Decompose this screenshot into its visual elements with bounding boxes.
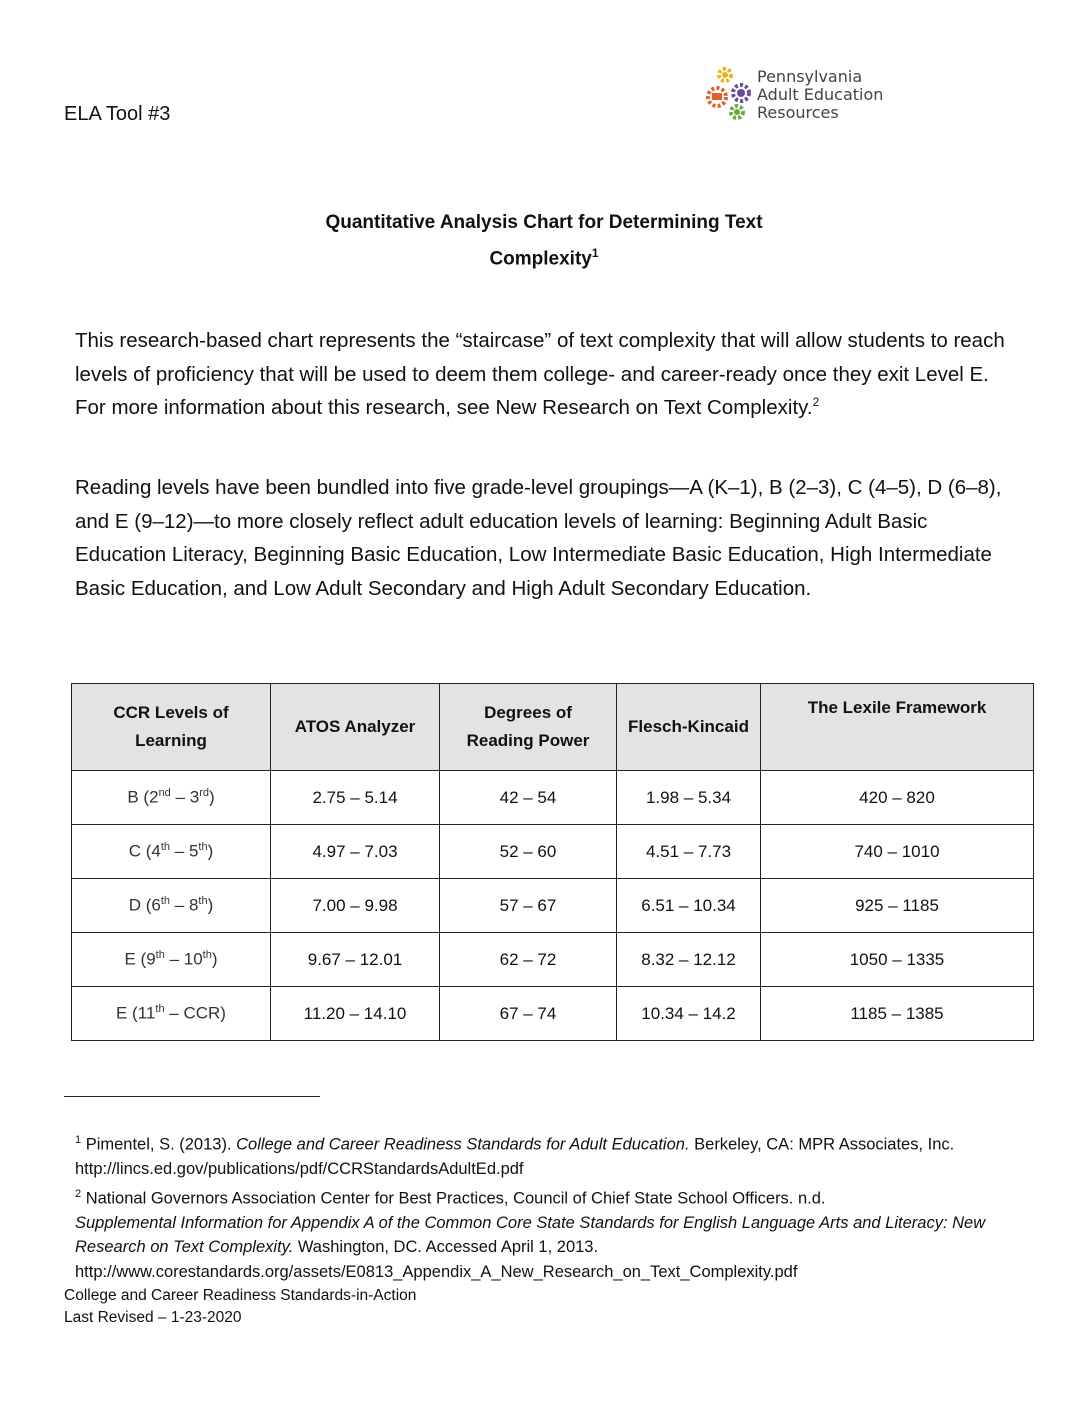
atos-cell: 11.20 – 14.10 xyxy=(271,987,440,1041)
lexile-cell: 1050 – 1335 xyxy=(761,933,1034,987)
lexile-cell: 1185 – 1385 xyxy=(761,987,1034,1041)
table-row xyxy=(72,771,1034,825)
fk-cell: 1.98 – 5.34 xyxy=(617,771,761,825)
fk-cell: 8.32 – 12.12 xyxy=(617,933,761,987)
footnote-2-link[interactable]: http://www.corestandards.org/assets/E0813_Appendix_A_New_Research_on_Text_Complexity.pdf xyxy=(75,1262,798,1281)
fk-cell: 4.51 – 7.73 xyxy=(617,825,761,879)
intro-paragraph: This research-based chart represents the “staircase” of text complexity that will allow students to reach levels of proficiency that will be used to deem them college- and career-ready once they exit Level E. For more information about this research, see New Research on Text Complexity.$^2$ xyxy=(75,329,1005,419)
drp-cell: 57 – 67 xyxy=(440,879,617,933)
footer-line-1: College and Career Readiness Standards-in-Action xyxy=(64,1287,417,1304)
title-line-2: Complexity$^1$ xyxy=(489,246,599,270)
table-row xyxy=(72,933,1034,987)
atos-cell: 2.75 – 5.14 xyxy=(271,771,440,825)
footnote-1-link[interactable]: Berkeley, CA: MPR Associates, Inc. http://lincs.ed.gov/publications/pdf/CCRStandardsAdultEd.pdf xyxy=(75,1135,955,1178)
header-drp: Degrees of Reading Power xyxy=(440,684,617,771)
table-row xyxy=(72,879,1034,933)
title-line-1: Quantitative Analysis Chart for Determining Text xyxy=(325,212,763,233)
footnote-2: $^2$ National Governors Association Center for Best Practices, Council of Chief State School Officers. n.d. Supplemental Information for Appendix A of the Common Core State Standards for English Language Arts and Literacy: New Research on Text Complexity. Washington, DC. Accessed April 1, 2013. http://www.corestandards.org/assets/E0813_Appendix_A_New_Research_on_Text_Complexity.pdf xyxy=(75,1187,986,1281)
drp-cell: 62 – 72 xyxy=(440,933,617,987)
logo-line-1: Pennsylvania xyxy=(757,67,863,86)
title-footnote-ref[interactable]: 1 xyxy=(591,246,599,260)
footnote-separator xyxy=(64,1096,320,1097)
table-row xyxy=(72,825,1034,879)
table-row xyxy=(72,987,1034,1041)
header-ccr-levels: CCR Levels of Learning xyxy=(72,684,271,771)
atos-cell: 9.67 – 12.01 xyxy=(271,933,440,987)
header-atos: ATOS Analyzer xyxy=(271,684,440,771)
header-lexile: The Lexile Framework xyxy=(761,684,1034,771)
grouping-paragraph: Reading levels have been bundled into five grade-level groupings—A (K–1), B (2–3), C (4–5), D (6–8), and E (9–12)—to more closely reflect adult education levels of learning: Beginning Adult Basic Education Literacy, Beginning Basic Education, Low Intermediate Basic Education, High Intermediate Basic Education, and Low Adult Secondary and High Adult Secondary Education. xyxy=(75,476,1002,600)
level-cell: E (9th – 10th) xyxy=(72,933,271,987)
level-cell: C (4th – 5th) xyxy=(72,825,271,879)
footnote-ref-2[interactable]: 2 xyxy=(812,395,820,410)
atos-cell: 7.00 – 9.98 xyxy=(271,879,440,933)
footer-line-2: Last Revised – 1-23-2020 xyxy=(64,1309,242,1326)
footnotes xyxy=(75,1128,1055,1284)
level-cell: E (11th – CCR) xyxy=(72,987,271,1041)
logo-line-2: Adult Education xyxy=(757,85,884,104)
lexile-cell: 925 – 1185 xyxy=(761,879,1034,933)
header-flesch-kincaid: Flesch-Kincaid xyxy=(617,684,761,771)
level-cell: D (6th – 8th) xyxy=(72,879,271,933)
pa-adult-ed-logo xyxy=(703,66,903,124)
page-footer xyxy=(64,1285,416,1329)
drp-cell: 67 – 74 xyxy=(440,987,617,1041)
footnote-1: $^1$ Pimentel, S. (2013). College and Career Readiness Standards for Adult Education. Berkeley, CA: MPR Associates, Inc. http://lincs.ed.gov/publications/pdf/CCRStandardsAdultEd.pdf xyxy=(75,1134,955,1178)
logo-line-3: Resources xyxy=(757,103,839,122)
level-cell: B (2nd – 3rd) xyxy=(72,771,271,825)
document-title xyxy=(0,208,1088,274)
lexile-cell: 740 – 1010 xyxy=(761,825,1034,879)
fk-cell: 6.51 – 10.34 xyxy=(617,879,761,933)
atos-cell: 4.97 – 7.03 xyxy=(271,825,440,879)
tool-label: ELA Tool #3 xyxy=(64,103,171,125)
table-header-row xyxy=(72,684,1034,771)
drp-cell: 42 – 54 xyxy=(440,771,617,825)
fk-cell: 10.34 – 14.2 xyxy=(617,987,761,1041)
drp-cell: 52 – 60 xyxy=(440,825,617,879)
text-complexity-table xyxy=(71,683,1034,1041)
lexile-cell: 420 – 820 xyxy=(761,771,1034,825)
gears-logo-icon xyxy=(703,66,755,122)
